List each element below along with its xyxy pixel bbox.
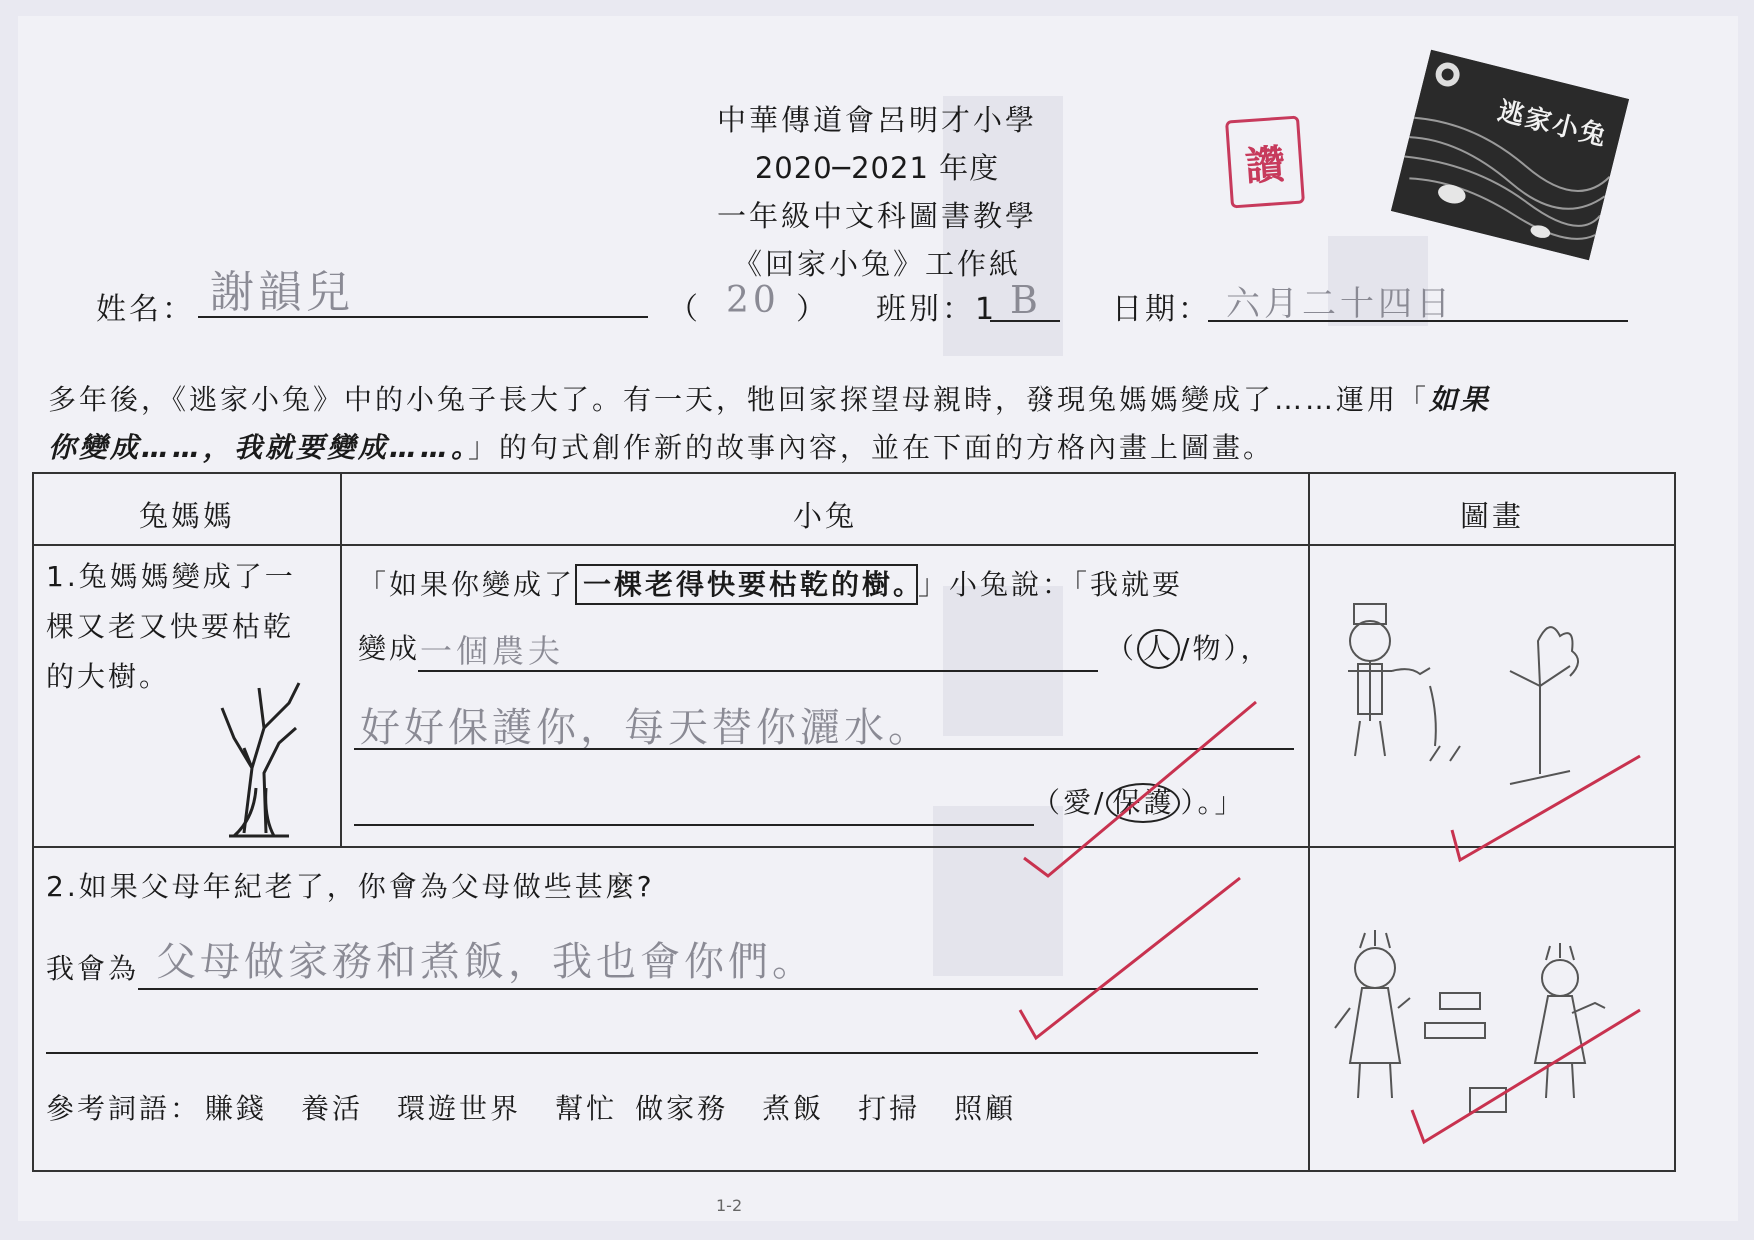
name-underline [198,316,648,318]
reference-word: 打掃 [858,1092,921,1125]
school-name: 中華傳道會呂明才小學 [716,103,1037,137]
q1-line2-paren-open: （ [1106,632,1138,665]
check-mark-q1 [1020,690,1260,890]
name-label: 姓名： [96,292,195,327]
q1-line1 [358,560,1183,610]
reference-word: 照顧 [954,1092,1017,1125]
instructions-emphasis-1: 如果 [1429,383,1492,416]
q2-answer: 父母做家務和煮飯，我也會你們。 [156,939,816,985]
reference-word: 賺錢 [205,1092,268,1125]
reference-word: 做家務 [635,1092,729,1125]
q1-mother-cell [33,545,341,847]
q1-line2-rest: /物）， [1180,632,1272,665]
q1-line2-choice [1106,624,1271,674]
q1-line4-underline [354,824,1034,826]
date-value: 六月二十四日 [1226,284,1454,324]
q1-mother-line: 棵又老又快要枯乾 [46,610,295,643]
class-label: 班別：1 [876,292,998,327]
reference-word: 養活 [301,1092,364,1125]
name-value: 謝韻兒 [210,267,354,318]
check-mark-drawing1 [1446,750,1646,870]
q1-circled-protect: 保護 [1106,783,1180,823]
number-value: 20 [726,280,780,321]
header-mother: 兔媽媽 [33,473,341,545]
q2-second-underline [46,1052,1258,1054]
header-rabbit: 小兔 [341,473,1309,545]
q2-question: 2.如果父母年紀老了，你會為父母做些甚麼? [46,870,655,903]
q1-circled-person: 人 [1137,629,1180,669]
reference-label: 參考詞語： [46,1092,202,1125]
check-mark-q2 [1010,870,1250,1050]
instructions-line1: 多年後，《逃家小兔》中的小兔子長大了。有一天，牠回家探望母親時，發現兔媽媽變成了……運用「 [48,383,1430,416]
page-number: 1-2 [716,1196,743,1215]
q1-mother-line: 1.兔媽媽變成了一 [46,560,296,593]
q1-line1-start: 「如果你變成了 [358,568,576,601]
tree-illustration [204,668,314,838]
instructions [48,376,1648,472]
class-value: B [1010,278,1042,322]
q1-line2-answer: 一個農夫 [420,632,565,670]
q1-line2-label: 變成 [358,632,421,665]
instructions-line2: 」的句式創作新的故事內容，並在下面的方格內畫上圖畫。 [468,431,1275,464]
q1-line2-underline [418,670,1098,672]
check-mark-drawing2 [1406,1000,1646,1150]
number-open: （ [668,292,701,327]
date-label: 日期： [1112,292,1211,327]
reference-word: 幫忙 [555,1092,618,1125]
instructions-emphasis-2: 你變成……，我就要變成……。 [48,431,469,464]
school-year: 2020─2021 年度 [754,151,1000,185]
q1-line4-open: （愛/ [1032,786,1107,819]
q1-line3-answer: 好好保護你，每天替你灑水。 [360,705,932,751]
q1-boxed-phrase: 一棵老得快要枯乾的樹。 [575,564,918,605]
reference-word: 煮飯 [762,1092,825,1125]
course-title: 一年級中文科圖書教學 [716,199,1037,233]
q1-line4-close: ）。」 [1180,786,1246,819]
q1-line1-end: 」小兔說：「我就要 [918,568,1184,601]
q2-answer-label: 我會為 [46,952,140,985]
reference-words [46,1084,1016,1134]
header-drawing: 圖畫 [1309,473,1675,545]
date-underline [1208,320,1628,322]
reference-word: 環遊世界 [397,1092,522,1125]
praise-stamp: 讚 [1225,116,1305,209]
q1-mother-line: 的大樹。 [46,660,171,693]
worksheet-title: 《回家小兔》工作紙 [732,247,1021,281]
number-close: ） [796,292,829,327]
class-underline [990,320,1060,322]
book-cover-title: 逃家小兔 [1494,96,1611,153]
